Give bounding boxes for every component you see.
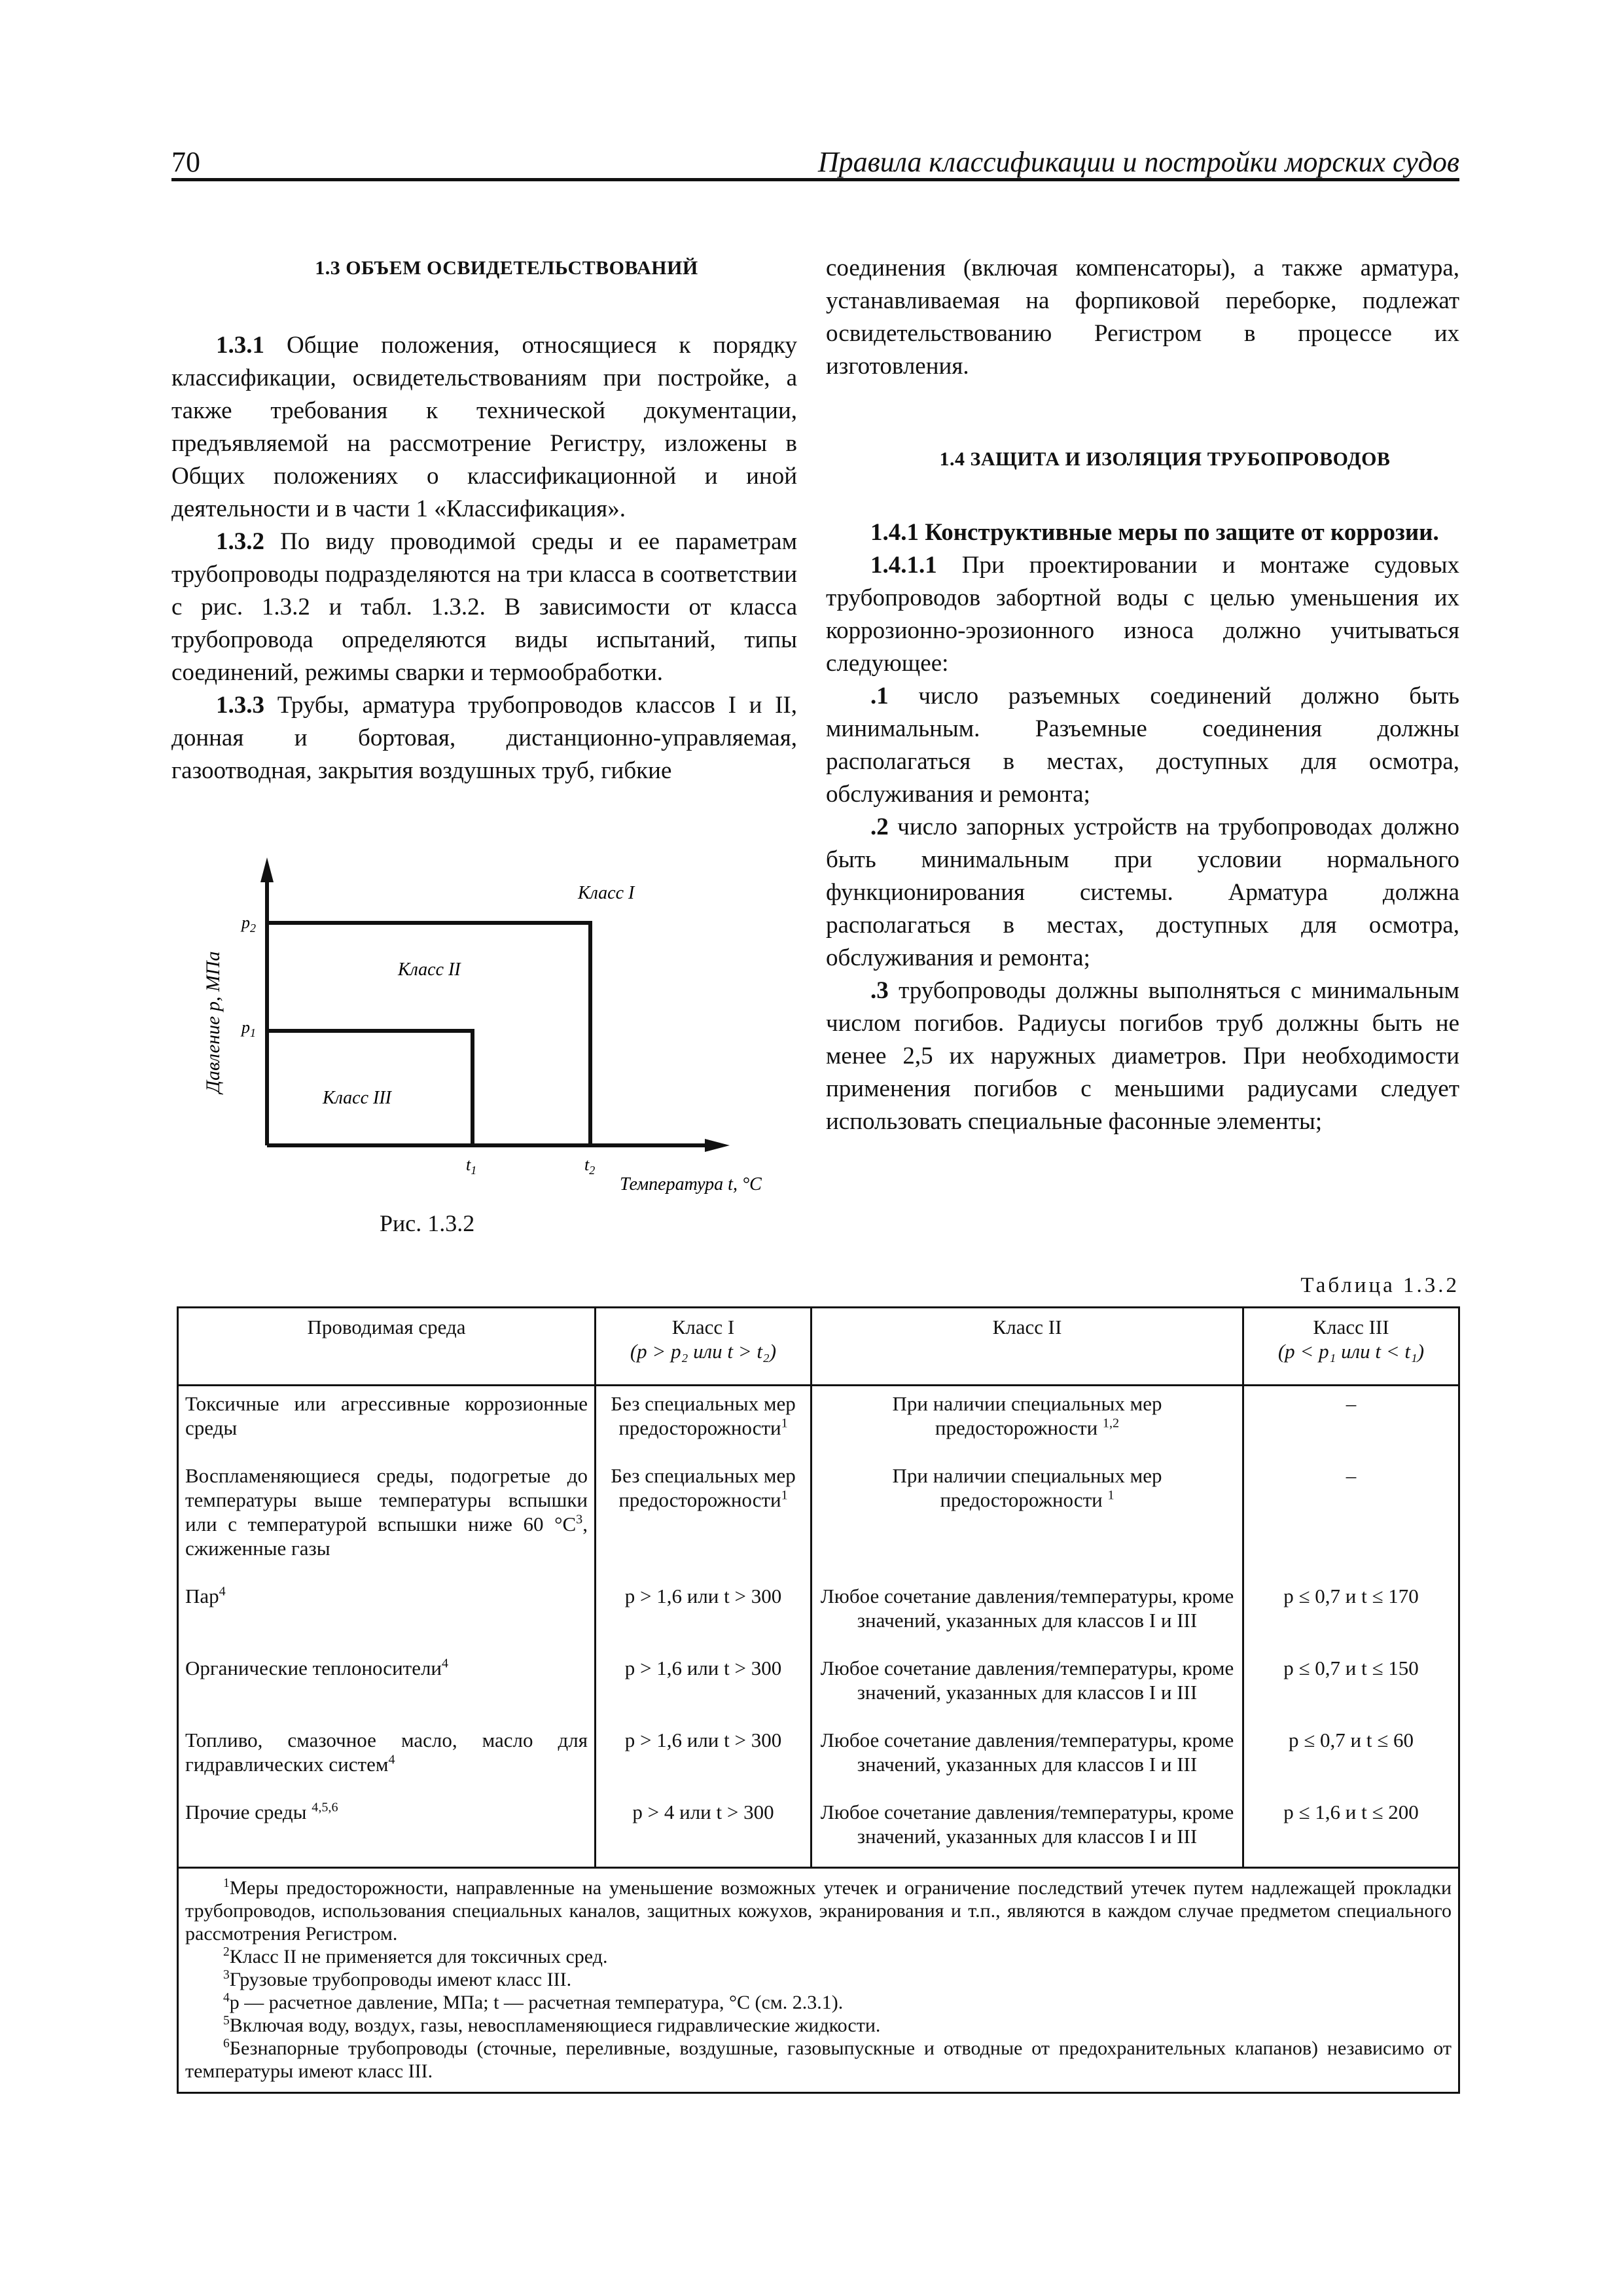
cell-class-i: p > 4 или t > 300 xyxy=(596,1795,812,1868)
t1-label: $t_1$ xyxy=(466,1155,477,1177)
p1-label: $p_1$ xyxy=(241,1018,256,1039)
table-row xyxy=(178,1386,1459,1459)
list-item-3 xyxy=(826,975,1459,1138)
cell-class-iii: p ≤ 0,7 и t ≤ 170 xyxy=(1243,1579,1459,1651)
cell-class-ii: Любое сочетание давления/температуры, кроме значений, указанных для классов I и III xyxy=(812,1651,1243,1723)
header-class-ii: Класс II xyxy=(812,1308,1243,1386)
cell-class-ii: Любое сочетание давления/температуры, кроме значений, указанных для классов I и III xyxy=(812,1723,1243,1795)
piping-class-table xyxy=(177,1306,1460,2094)
cell-class-iii: – xyxy=(1243,1386,1459,1459)
cell-class-iii: p ≤ 0,7 и t ≤ 150 xyxy=(1243,1651,1459,1723)
subsection-heading-1-4-1: 1.4.1 Конструктивные меры по защите от коррозии. xyxy=(870,519,1439,546)
table-row xyxy=(178,1651,1459,1723)
paragraph-number: 1.3.1 xyxy=(216,332,264,359)
continuation-paragraph: соединения (включая компенсаторы), а также арматура, устанавливаемая на форпиковой переборке, подлежат освидетельствованию Регистром в процессе их изготовления. xyxy=(826,255,1459,380)
footnote-6: $^6$Безнапорные трубопроводы (сточные, переливные, воздушные, газовыпускные и отводные от предохранительных клапанов) независимо от температуры имеют класс III. xyxy=(185,2037,1452,2082)
list-text: число запорных устройств на трубопроводах должно быть минимальным при условии нормального функционирования системы. Арматура должна располагаться в местах, доступных для осмотра, обслуживания и ремонта; xyxy=(826,814,1459,971)
figure-caption: Рис. 1.3.2 xyxy=(380,1210,475,1236)
list-number: .2 xyxy=(870,814,889,840)
cell-class-i: p > 1,6 или t > 300 xyxy=(596,1579,812,1651)
list-number: .1 xyxy=(870,683,889,709)
paragraph-text: Трубы, арматура трубопроводов классов I и II, донная и бортовая, дистанционно-управляемая, газоотводная, закрытия воздушных труб, гибкие xyxy=(171,692,797,784)
footnote-4: $^4$p — расчетное давление, МПа; t — расчетная температура, °C (см. 2.3.1). xyxy=(223,1991,844,2013)
x-axis-title: Температура t, °C xyxy=(620,1174,762,1194)
cell-class-iii: p ≤ 0,7 и t ≤ 60 xyxy=(1243,1723,1459,1795)
cell-class-i: p > 1,6 или t > 300 xyxy=(596,1651,812,1723)
list-number: .3 xyxy=(870,977,889,1004)
class-iii-label: Класс III xyxy=(323,1088,391,1108)
p2-label: $p_2$ xyxy=(241,913,256,935)
paragraph-1-3-2 xyxy=(171,526,797,689)
footnote-2: $^2$Класс II не применяется для токсичных сред. xyxy=(223,1945,608,1967)
pressure-temperature-diagram xyxy=(187,857,776,1224)
table-row xyxy=(178,1723,1459,1795)
paragraph-text: При проектировании и монтаже судовых трубопроводов забортной воды с целью уменьшения их коррозионно-эрозионного износа должно учитываться следующее: xyxy=(826,552,1459,677)
cell-class-iii: – xyxy=(1243,1458,1459,1579)
cell-medium: Прочие среды $^{4,5,6}$ xyxy=(178,1795,596,1868)
cell-class-i: p > 1,6 или t > 300 xyxy=(596,1723,812,1795)
paragraph-number: 1.3.2 xyxy=(216,528,264,555)
cell-class-ii: Любое сочетание давления/температуры, кроме значений, указанных для классов I и III xyxy=(812,1579,1243,1651)
paragraph-number: 1.4.1.1 xyxy=(870,552,937,579)
right-column xyxy=(826,252,1459,1138)
table-notes-row xyxy=(178,1868,1459,2093)
table-caption: Таблица 1.3.2 xyxy=(1300,1274,1459,1297)
section-title-1-4: 1.4 ЗАЩИТА И ИЗОЛЯЦИЯ ТРУБОПРОВОДОВ xyxy=(939,448,1391,470)
header-class-i: Класс I (p > p₂ или t > t₂) xyxy=(596,1308,812,1386)
cell-class-ii: При наличии специальных мер предосторожности $^{1,2}$ xyxy=(812,1386,1243,1459)
cell-class-iii: p ≤ 1,6 и t ≤ 200 xyxy=(1243,1795,1459,1868)
cell-class-ii: При наличии специальных мер предосторожности $^1$ xyxy=(812,1458,1243,1579)
t2-label: $t_2$ xyxy=(584,1155,596,1177)
figure-1-3-2 xyxy=(187,857,776,1250)
footnote-5: $^5$Включая воду, воздух, газы, невоспламеняющиеся гидравлические жидкости. xyxy=(223,2014,881,2036)
paragraph-text: Общие положения, относящиеся к порядку классификации, освидетельствованиям при постройке, а также требования к технической документации, предъявляемой на рассмотрение Регистру, изложены в Общих положениях о классификационной и иной деятельности и в части 1 «Классификация». xyxy=(171,332,797,522)
table-row xyxy=(178,1458,1459,1579)
class-i-label: Класс I xyxy=(578,883,635,903)
header-class-iii: Класс III (p < p₁ или t < t₁) xyxy=(1243,1308,1459,1386)
footnote-1: $^1$Меры предосторожности, направленные на уменьшение возможных утечек и ограничение последствий утечек путем надлежащей прокладки трубопроводов, использования специальных каналов, защитных кожухов, экранирования и т.п., являются в каждом случае предметом специального рассмотрения Регистром. xyxy=(185,1876,1452,1945)
table-header-row xyxy=(178,1308,1459,1386)
page-number: 70 xyxy=(171,146,200,178)
paragraph-1-3-3 xyxy=(171,689,797,787)
y-axis-title: Давление p, МПа xyxy=(202,951,224,1093)
list-text: число разъемных соединений должно быть минимальным. Разъемные соединения должны располагаться в местах, доступных для осмотра, обслуживания и ремонта; xyxy=(826,683,1459,808)
paragraph-text: По виду проводимой среды и ее параметрам трубопроводы подразделяются на три класса в соответствии с рис. 1.3.2 и табл. 1.3.2. В зависимости от класса трубопровода определяются виды испытаний, типы соединений, режимы сварки и термообработки. xyxy=(171,528,797,686)
cell-class-i: Без специальных мер предосторожности$^1$ xyxy=(596,1386,812,1459)
paragraph-1-4-1-1 xyxy=(826,549,1459,680)
header-rule xyxy=(171,178,1459,181)
paragraph-1-3-1 xyxy=(171,329,797,526)
table-row xyxy=(178,1795,1459,1868)
running-title: Правила классификации и постройки морских судов xyxy=(817,146,1459,178)
section-title-1-3: 1.3 ОБЪЕМ ОСВИДЕТЕЛЬСТВОВАНИЙ xyxy=(315,257,698,279)
y-axis-arrow xyxy=(260,857,274,882)
cell-medium: Пар$^4$ xyxy=(178,1579,596,1651)
footnote-3: $^3$Грузовые трубопроводы имеют класс III. xyxy=(223,1968,572,1990)
paragraph-number: 1.3.3 xyxy=(216,692,264,719)
cell-medium: Воспламеняющиеся среды, подогретые до температуры выше температуры вспышки или с температурой вспышки ниже 60 $^\circ C^3$, сжиженные газы xyxy=(178,1458,596,1579)
list-text: трубопроводы должны выполняться с минимальным числом погибов. Радиусы погибов труб должны быть не менее 2,5 их наружных диаметров. При необходимости применения погибов с меньшими радиусами следует использовать специальные фасонные элементы; xyxy=(826,977,1459,1135)
class-ii-label: Класс II xyxy=(398,960,461,980)
list-item-2 xyxy=(826,811,1459,975)
class-ii-boundary xyxy=(267,923,590,1145)
table-row xyxy=(178,1579,1459,1651)
cell-medium: Топливо, смазочное масло, масло для гидравлических систем$^4$ xyxy=(178,1723,596,1795)
left-column xyxy=(171,252,797,787)
cell-class-ii: Любое сочетание давления/температуры, кроме значений, указанных для классов I и III xyxy=(812,1795,1243,1868)
cell-class-i: Без специальных мер предосторожности$^1$ xyxy=(596,1458,812,1579)
header-medium: Проводимая среда xyxy=(178,1308,596,1386)
x-axis-arrow xyxy=(705,1139,730,1152)
table-footnotes xyxy=(178,1868,1459,2093)
list-item-1 xyxy=(826,680,1459,811)
cell-medium: Органические теплоносители$^4$ xyxy=(178,1651,596,1723)
cell-medium: Токсичные или агрессивные коррозионные среды xyxy=(178,1386,596,1459)
